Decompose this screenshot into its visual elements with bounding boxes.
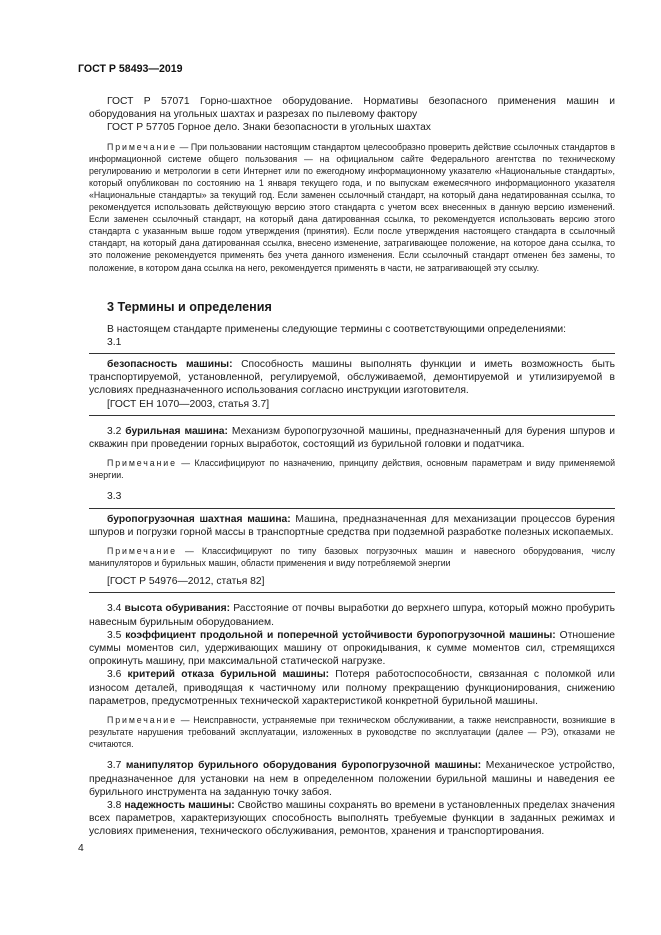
term-name: критерий отказа бурильной машины: xyxy=(127,669,330,681)
term-box-3-3 xyxy=(89,508,615,594)
term-definition-3-5 xyxy=(89,629,615,669)
term-note-3-6 xyxy=(89,714,615,750)
term-def: Механическое устройство, предназначенное для установки на нем в определенном положении бурильной машины и наведения ее бурильного инструмента на заданную точку забоя. xyxy=(89,760,615,798)
section-intro: В настоящем стандарте применены следующие термины с соответствующими определениями: xyxy=(107,323,567,335)
term-note-3-2 xyxy=(89,457,615,481)
term-def: Расстояние от почвы выработки до верхнего шпура, который можно пробурить навесным бурильным оборудованием. xyxy=(89,603,615,628)
term-name: коэффициент продольной и поперечной устойчивости буропогрузочной машины: xyxy=(125,629,556,641)
term-definition-3-4 xyxy=(89,602,615,628)
term-source-3-1: [ГОСТ ЕН 1070—2003, статья 3.7] xyxy=(107,398,270,410)
term-definition-3-3 xyxy=(89,513,615,539)
term-name: манипулятор бурильного оборудования буропогрузочной машины: xyxy=(125,760,482,772)
term-number: 3.6 xyxy=(107,669,122,681)
term-number: 3.7 xyxy=(107,760,122,772)
reference-gost-57705: ГОСТ Р 57705 Горное дело. Знаки безопасности в угольных шахтах xyxy=(107,122,431,134)
document-header: ГОСТ Р 58493—2019 xyxy=(78,63,183,75)
term-definition-3-6 xyxy=(89,668,615,708)
term-box-3-1 xyxy=(89,353,615,416)
term-number-3-3: 3.3 xyxy=(107,491,122,503)
term-def: Свойство машины сохранять во времени в установленных пределах значения всех параметров, характеризующих способность выполнять требуемые функции в заданных режимах и условиях применения, технического обслуживания, ремонтов, хранения и транспортирования. xyxy=(89,799,615,838)
term-note-3-3 xyxy=(89,545,615,569)
term-source-3-3: [ГОСТ Р 54976—2012, статья 82] xyxy=(107,576,265,588)
note-text: — При пользовании настоящим стандартом целесообразно проверить действие ссылочных стандартов в информационной системе общего пользования — на официальном сайте Федерального агентства по техническому регулированию и метрологии в сети Интернет или по ежегодному информационному указателю «Национальные стандарты», который опубликован по состоянию на 1 января текущего года, и по выпускам ежемесячного информационного указателя «Национальные стандарты» за текущий год. Если заменен ссылочный стандарт, на который дана недатированная ссылка, то рекомендуется использовать действующую версию этого стандарта с учетом всех внесенных в данную версию изменений. Если заменен ссылочный стандарт, на который дана датированная ссылка, то рекомендуется использовать версию этого стандарта с указанным выше годом утверждения (принятия). Если после утверждения настоящего стандарта в ссылочный стандарт, на который дана датированная ссылка, внесено изменение, затрагивающее положение, на которое дана ссылка, то это положение рекомендуется применять без учета данного изменения. Если ссылочный стандарт отменен без замены, то положение, в котором дана ссылка на него, рекомендуется применять в части, не затрагивающей эту ссылку. xyxy=(89,141,615,273)
term-name: безопасность машины: xyxy=(107,359,233,371)
term-definition-3-1 xyxy=(89,358,615,398)
page-content xyxy=(89,95,615,839)
term-name: бурильная машина: xyxy=(125,425,228,437)
term-number: 3.2 xyxy=(107,425,122,437)
term-definition-3-2 xyxy=(89,425,615,451)
normative-note xyxy=(89,141,615,274)
note-text: — Классифицируют по типу базовых погрузочных машин и навесного оборудования, числу манипуляторов и бурильных машин, области применения и виду потребляемой энергии xyxy=(89,546,615,569)
reference-gost-57071: ГОСТ Р 57071 Горно-шахтное оборудование. Нормативы безопасного применения машин и оборудования на угольных шахтах и разрезах по пылевому фактору xyxy=(89,96,615,121)
term-number: 3.5 xyxy=(107,629,122,641)
note-label: Примечание xyxy=(107,458,177,469)
page-number: 4 xyxy=(78,843,84,854)
note-label: Примечание xyxy=(107,546,177,557)
term-name: высота обуривания: xyxy=(124,603,231,615)
term-definition-3-7 xyxy=(89,759,615,799)
section-title: 3 Термины и определения xyxy=(107,299,272,314)
note-text: — Неисправности, устраняемые при техническом обслуживании, а также неисправности, возникшие в результате нарушения требований эксплуатации, изложенных в руководстве по эксплуатации (далее — РЭ), отказами не считаются. xyxy=(89,715,615,750)
term-def: Механизм буропогрузочной машины, предназначенный для бурения шпуров и скважин при проведении горных выработок, состоящий из бурильной головки и податчика. xyxy=(89,425,615,451)
term-number: 3.8 xyxy=(107,799,122,811)
note-label: Примечание xyxy=(107,715,177,726)
term-name: буропогрузочная шахтная машина: xyxy=(107,513,291,525)
term-def: Машина, предназначенная для механизации процессов бурения шпуров и погрузки горной массы в транспортные средства при подземной разработке полезных ископаемых. xyxy=(89,513,615,538)
term-number: 3.4 xyxy=(107,603,122,615)
term-number-3-1: 3.1 xyxy=(107,336,122,348)
term-def: Способность машины выполнять функции и иметь возможность быть транспортируемой, установленной, регулируемой, обслуживаемой, демонтируемой и утилизируемой в условиях предназначенного использования согласно инструкции изготовителя. xyxy=(89,359,616,397)
term-def: Отношение суммы моментов сил, удерживающих машину от опрокидывания, к сумме моментов сил, стремящихся опрокинуть машину, при максимальной статической нагрузке. xyxy=(89,629,615,668)
term-definition-3-8 xyxy=(89,799,615,839)
term-def: Потеря работоспособности, связанная с поломкой или износом деталей, приводящая к частичному или полному прекращению функционирования, снижению параметров, предусмотренных технической характеристикой конкретной бурильной машины. xyxy=(89,669,615,707)
term-name: надежность машины: xyxy=(124,799,235,811)
note-label: Примечание xyxy=(107,141,177,152)
note-text: — Классифицируют по назначению, принципу действия, основным параметрам и виду применяемой энергии. xyxy=(89,458,615,481)
